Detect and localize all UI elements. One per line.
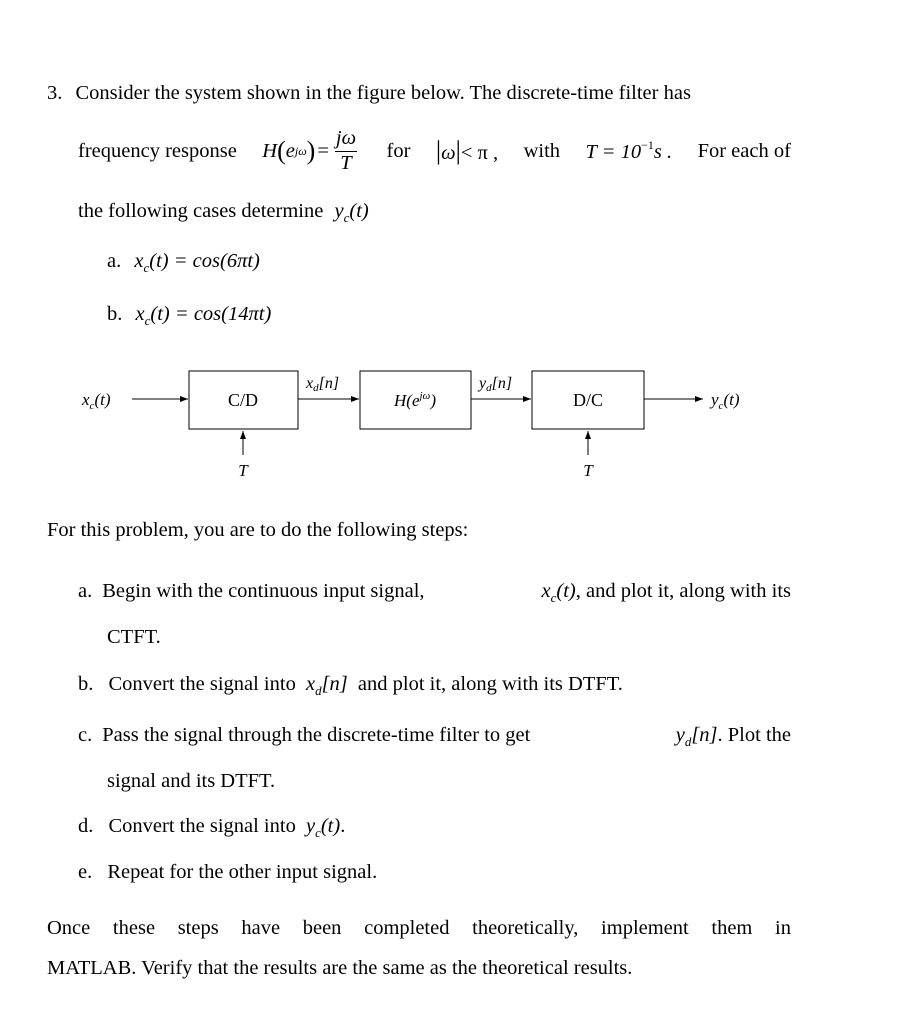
step-c	[78, 725, 791, 748]
problem-number: 3.	[47, 82, 63, 104]
step-b-x: x	[305, 673, 316, 695]
omega-condition: |ω|< π ,	[435, 136, 499, 166]
step-c-label: c.	[78, 724, 93, 746]
cd-label: C/D	[227, 390, 259, 410]
step-e-label: e.	[78, 861, 93, 883]
T-equals: T = 10	[585, 141, 642, 164]
fraction-numerator: jω	[335, 128, 357, 152]
determine-text: the following cases determine	[78, 200, 324, 222]
jw-superscript: jω	[294, 144, 307, 159]
step-a	[78, 581, 791, 604]
case-a-x: x	[134, 250, 144, 272]
seconds-unit: s .	[653, 141, 673, 164]
block-diagram	[0, 0, 899, 500]
step-c-body	[102, 725, 791, 748]
step-b-text-2: and plot it, along with its DTFT.	[357, 673, 623, 695]
case-a-subscript: c	[143, 260, 150, 275]
step-a-math: $x_c(t)$, and plot it, along with its	[541, 580, 791, 605]
exponent: −1	[641, 138, 654, 153]
closing-line-2: MATLAB. Verify that the results are the same as the theoretical results.	[47, 957, 633, 979]
H-symbol: H	[262, 139, 278, 162]
yc-argument: (t)	[349, 200, 369, 222]
step-e	[78, 862, 377, 883]
step-c-text-2: . Plot the	[717, 724, 791, 746]
step-a-text-2: , and plot it, along with its	[575, 580, 791, 602]
step-e-text: Repeat for the other input signal.	[107, 861, 378, 883]
step-a-text-1: Begin with the continuous input signal,	[102, 580, 425, 602]
step-b-subscript: d	[315, 683, 322, 698]
step-c-continuation: signal and its DTFT.	[107, 770, 276, 792]
step-d-period: .	[340, 815, 346, 837]
step-d-subscript: c	[315, 825, 321, 840]
T-label-cd: T	[238, 461, 248, 480]
steps-intro: For this problem, you are to do the following steps:	[47, 519, 469, 541]
case-a-expression: (t) = cos(6πt)	[149, 250, 260, 272]
for-each-of-text: For each of	[697, 139, 791, 162]
step-d-y: y	[305, 815, 316, 837]
freq-response-label: frequency response	[78, 139, 237, 162]
input-signal-label: $x_c(t)$	[82, 390, 111, 412]
T-label-dc: T	[583, 461, 593, 480]
for-word: for	[386, 139, 411, 162]
step-d-text-1: Convert the signal into	[108, 815, 296, 837]
yd-label: yd[n]	[479, 375, 513, 394]
step-b-text-1: Convert the signal into	[108, 673, 296, 695]
filter-label: $H(e^{j\omega})$	[394, 390, 436, 410]
step-b-label: b.	[78, 673, 94, 695]
step-b-argument: [n]	[321, 673, 348, 695]
case-b-x: x	[135, 303, 145, 325]
step-c-math: $y_d[n]$. Plot the	[675, 724, 791, 749]
case-b-label: b.	[107, 303, 123, 325]
fraction-denominator: T	[340, 151, 352, 174]
yc-subscript: c	[343, 210, 350, 225]
step-d	[78, 816, 345, 839]
step-d-argument: (t)	[320, 815, 341, 837]
case-b-expression: (t) = cos(14πt)	[150, 303, 272, 325]
with-word: with	[523, 139, 561, 162]
step-d-label: d.	[78, 815, 94, 837]
less-than-pi: < π ,	[460, 142, 499, 165]
e-symbol: e	[285, 139, 295, 162]
omega-symbol: ω	[441, 142, 456, 165]
yc-symbol: y	[334, 200, 344, 222]
closing-line-1: Once these steps have been completed theoretically, implement them in	[47, 917, 791, 939]
step-c-text-1: Pass the signal through the discrete-time filter to get	[102, 724, 531, 746]
case-a-label: a.	[107, 250, 122, 272]
xd-label: xd[n]	[306, 375, 340, 394]
case-b-subscript: c	[144, 313, 151, 328]
dc-label: D/C	[572, 390, 604, 410]
step-a-body	[102, 581, 791, 604]
output-signal-label: $y_c(t)$	[711, 390, 740, 412]
step-a-label: a.	[78, 580, 93, 602]
step-a-continuation: CTFT.	[107, 626, 161, 648]
step-b	[78, 674, 623, 697]
transfer-function: H ( e jω ) = $\frac{j\omega}{T}$	[262, 127, 357, 174]
problem-intro-text: Consider the system shown in the figure below. The discrete-time filter has	[75, 82, 691, 104]
